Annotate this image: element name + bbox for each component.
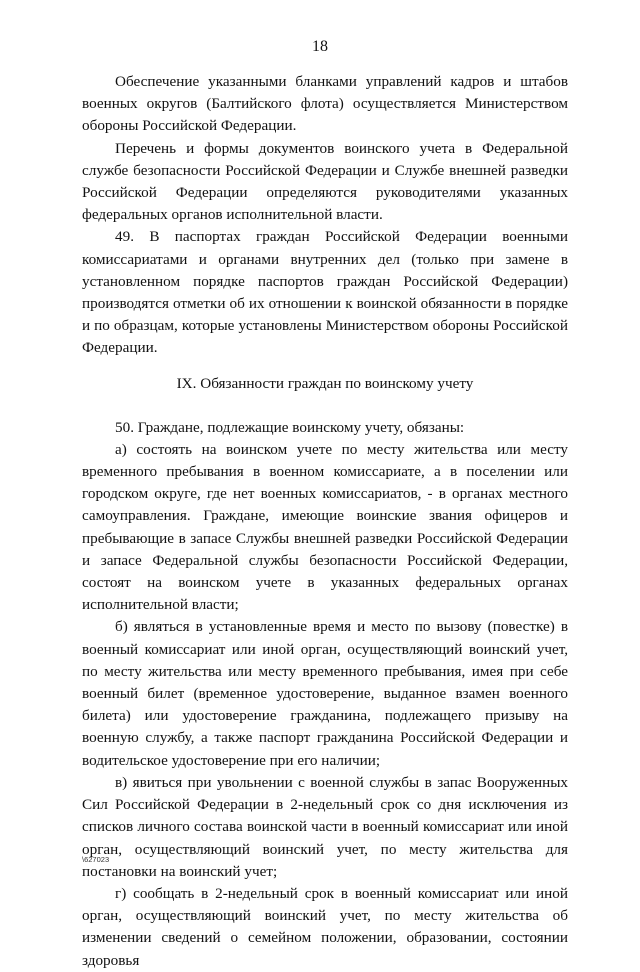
paragraph-49: 49. В паспортах граждан Российской Федерации военными комиссариатами и органами внутренних дел (только при замене в установленном порядке паспортов граждан Российской Федерации) производятся отметки об их отношении к воинской обязанности в порядке и по образцам, которые установлены Министерством обороны Российской Федерации.	[82, 228, 568, 357]
document-body	[82, 71, 568, 972]
paragraph-50-v: в) явиться при увольнении с военной службы в запас Вооруженных Сил Российской Федерации в 2-недельный срок со дня исключения из списков личного состава воинской части в военный комиссариат или иной орган, осуществляющий воинский учет, по месту жительства для постановки на воинский учет;	[82, 773, 568, 880]
paragraph-50-a: а) состоять на воинском учете по месту жительства или месту временного пребывания в военном комиссариате, а в поселении или городском округе, где нет военных комиссариатов, - в органах местного самоуправления. Граждане, имеющие воинские звания офицеров и пребывающие в запасе Службы внешней разведки Российской Федерации и запасе Федеральной службы безопасности Российской Федерации, состоят на воинском учете в указанных федеральных органах исполнительной власти;	[82, 440, 568, 614]
page-number: 18	[312, 38, 328, 55]
paragraph-50-b: б) являться в установленные время и место по вызову (повестке) в военный комиссариат или иной орган, осуществляющий воинский учет, по месту жительства или месту временного пребывания, имея при себе военный билет (временное удостоверение, выданное взамен военного билета) или удостоверение гражданина, подлежащего призыву на военную службу, а также паспорт гражданина Российской Федерации и водительское удостоверение при его наличии;	[82, 618, 568, 769]
paragraph-50-g: г) сообщать в 2-недельный срок в военный комиссариат или иной орган, осуществляющий воинский учет, по месту жительства об изменении сведений о семейном положении, образовании, состоянии здоровья	[82, 884, 568, 969]
paragraph-forms-list: Перечень и формы документов воинского учета в Федеральной службе безопасности Российской Федерации и Службе внешней разведки Российской Федерации определяются руководителями указанных федеральных органов исполнительной власти.	[82, 139, 568, 224]
document-code: \627023	[82, 855, 110, 864]
section-heading: IX. Обязанности граждан по воинскому учету	[176, 374, 474, 392]
paragraph-forms-supply: Обеспечение указанными бланками управлений кадров и штабов военных округов (Балтийского флота) осуществляется Министерством обороны Российской Федерации.	[82, 73, 568, 135]
paragraph-50: 50. Граждане, подлежащие воинскому учету, обязаны:	[115, 418, 465, 436]
